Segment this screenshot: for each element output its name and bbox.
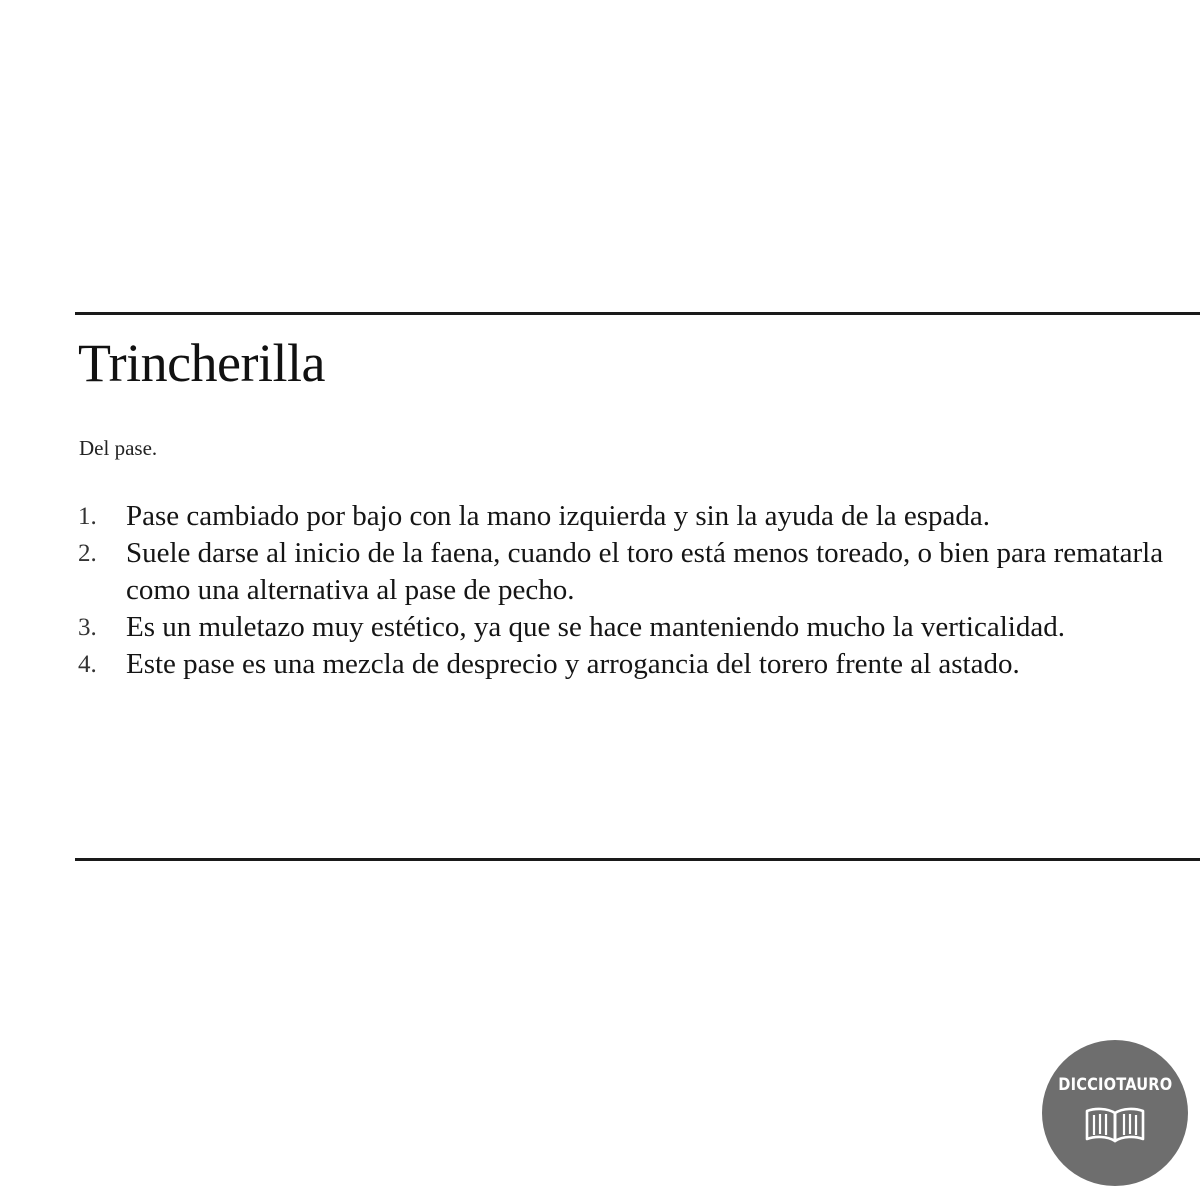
entry-title: Trincherilla	[78, 333, 325, 393]
top-divider	[75, 312, 1200, 315]
definition-number: 1.	[78, 503, 97, 530]
definition-text: Suele darse al inicio de la faena, cuando el toro está menos toreado, o bien para rematarla como una alternativa al pase de pecho.	[126, 537, 1164, 606]
dicciotauro-badge	[1042, 1040, 1188, 1186]
entry-subtitle: Del pase.	[79, 436, 158, 460]
definition-item	[78, 609, 1178, 646]
bottom-divider	[75, 858, 1200, 861]
definition-text: Este pase es una mezcla de desprecio y arrogancia del torero frente al astado.	[126, 648, 1020, 680]
definition-text: Es un muletazo muy estético, ya que se hace manteniendo mucho la verticalidad.	[126, 611, 1065, 643]
definition-item	[78, 646, 1178, 683]
definition-item	[78, 535, 1178, 609]
definition-number: 3.	[78, 614, 97, 641]
definition-item	[78, 498, 1178, 535]
badge-label: DICCIOTAURO	[1057, 1075, 1173, 1095]
open-book-icon	[1083, 1105, 1147, 1145]
definition-text: Pase cambiado por bajo con la mano izquierda y sin la ayuda de la espada.	[126, 500, 991, 532]
definition-number: 2.	[78, 540, 97, 567]
definition-list	[78, 498, 1178, 683]
definition-number: 4.	[78, 651, 97, 678]
